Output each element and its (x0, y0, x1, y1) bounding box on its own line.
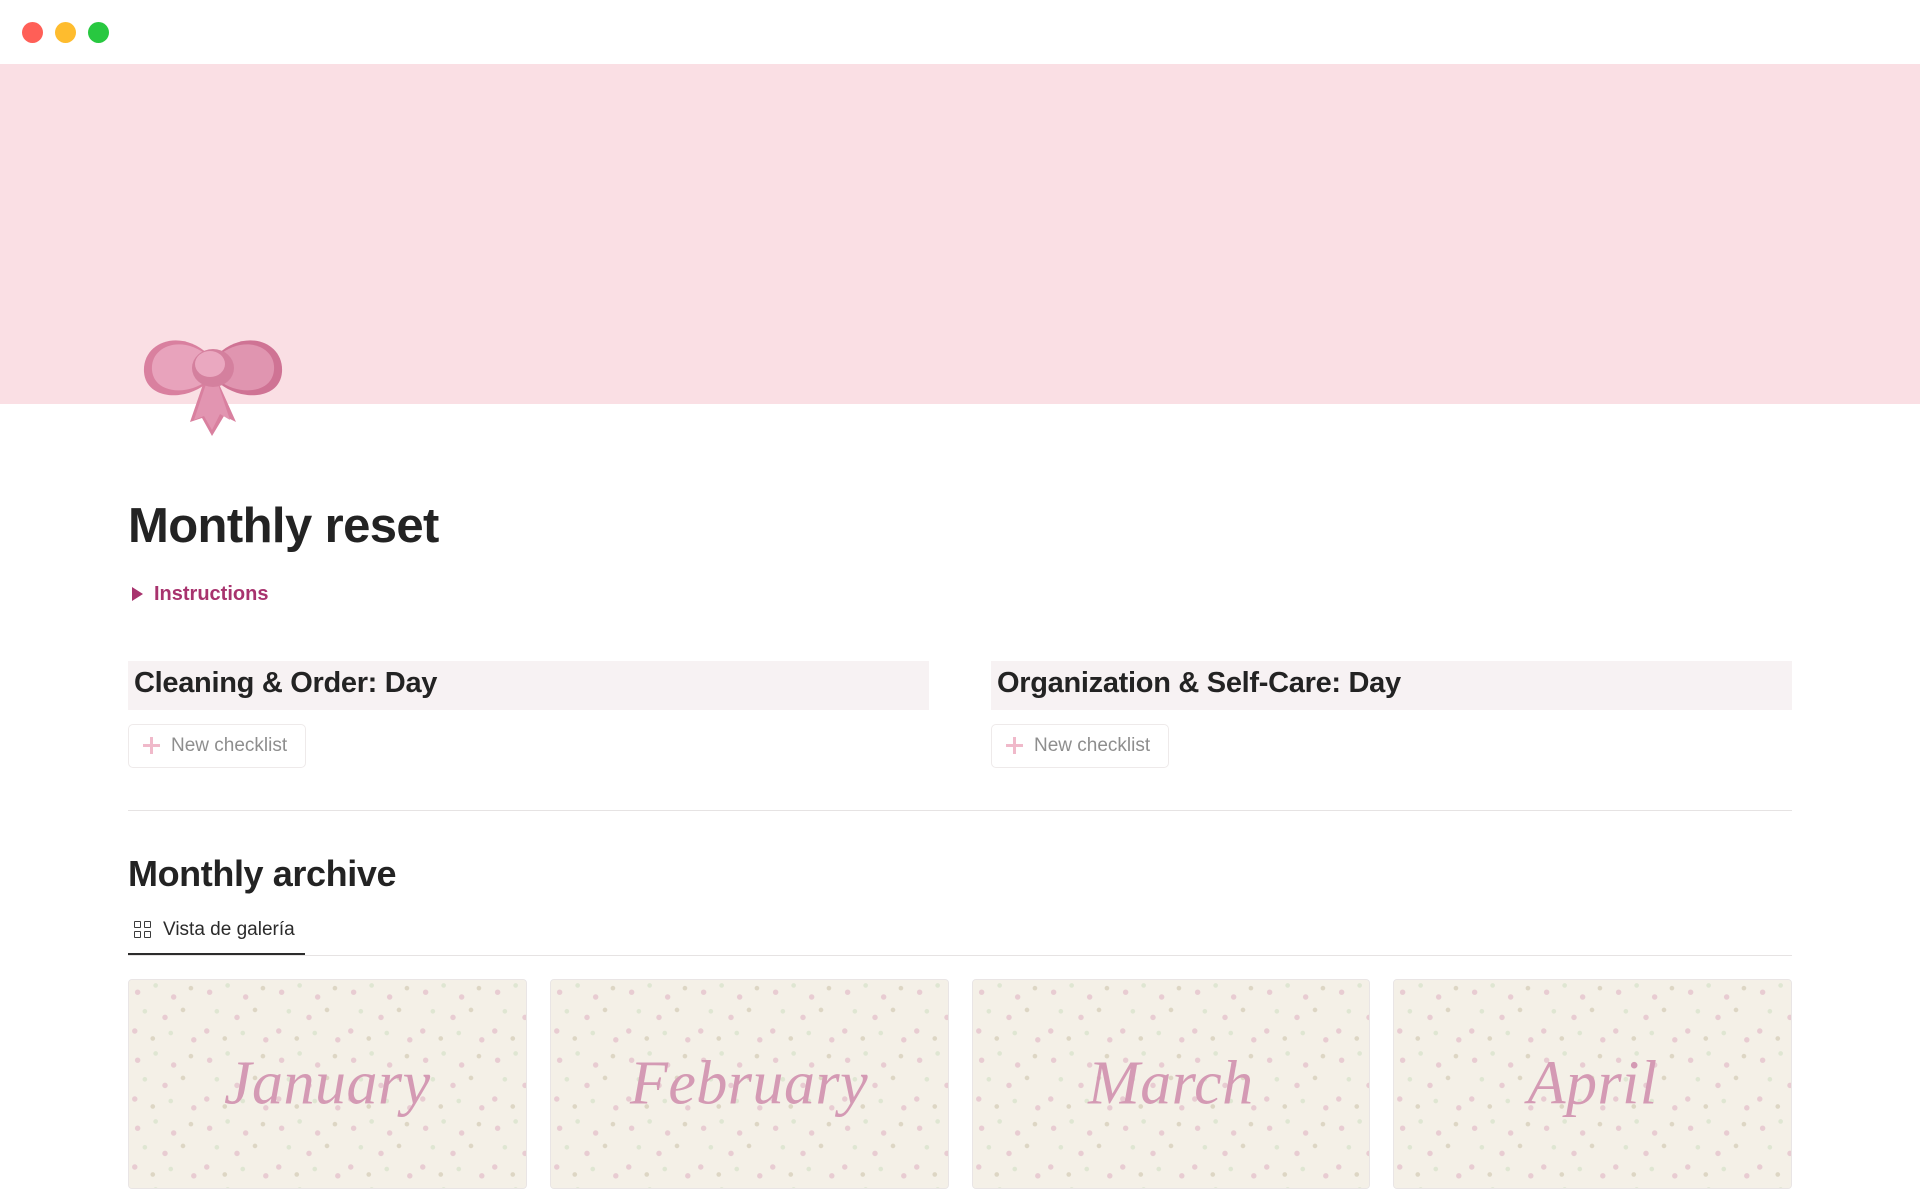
close-window-button[interactable] (22, 22, 43, 43)
plus-icon (143, 737, 160, 754)
pink-bow-icon[interactable] (128, 304, 298, 474)
section-divider (128, 810, 1792, 811)
maximize-window-button[interactable] (88, 22, 109, 43)
minimize-window-button[interactable] (55, 22, 76, 43)
instructions-toggle[interactable] (128, 583, 1792, 606)
tab-gallery-view[interactable] (128, 913, 305, 955)
gallery-card[interactable] (972, 979, 1371, 1189)
gallery-grid-icon (134, 921, 151, 938)
column-organization-selfcare (991, 661, 1792, 768)
gallery-card[interactable] (550, 979, 949, 1189)
tab-gallery-view-label: Vista de galería (163, 918, 295, 940)
column-cleaning-order (128, 661, 929, 768)
traffic-lights (22, 22, 109, 43)
database-view-tabs (128, 913, 1792, 956)
column-heading: Cleaning & Order: Day (128, 661, 929, 710)
gallery-card[interactable] (1393, 979, 1792, 1189)
new-checklist-label: New checklist (171, 734, 288, 756)
new-checklist-button-cleaning[interactable] (128, 724, 306, 768)
monthly-archive-title: Monthly archive (128, 852, 397, 894)
plus-icon (1006, 737, 1023, 754)
page-content (0, 404, 1920, 1189)
column-heading: Organization & Self-Care: Day (991, 661, 1792, 710)
window-title-bar (0, 0, 1920, 64)
new-checklist-label: New checklist (1034, 734, 1151, 756)
gallery-card[interactable] (128, 979, 527, 1189)
page-title: Monthly reset (128, 499, 439, 553)
monthly-archive-gallery (128, 979, 1792, 1189)
gallery-card-label: January (224, 1049, 431, 1118)
gallery-card-label: March (1088, 1049, 1254, 1118)
triangle-right-icon[interactable] (132, 587, 143, 601)
instructions-toggle-label: Instructions (154, 582, 269, 605)
checklist-columns (128, 661, 1792, 768)
gallery-card-label: April (1527, 1049, 1658, 1118)
new-checklist-button-organization[interactable] (991, 724, 1169, 768)
gallery-card-label: February (630, 1049, 869, 1118)
